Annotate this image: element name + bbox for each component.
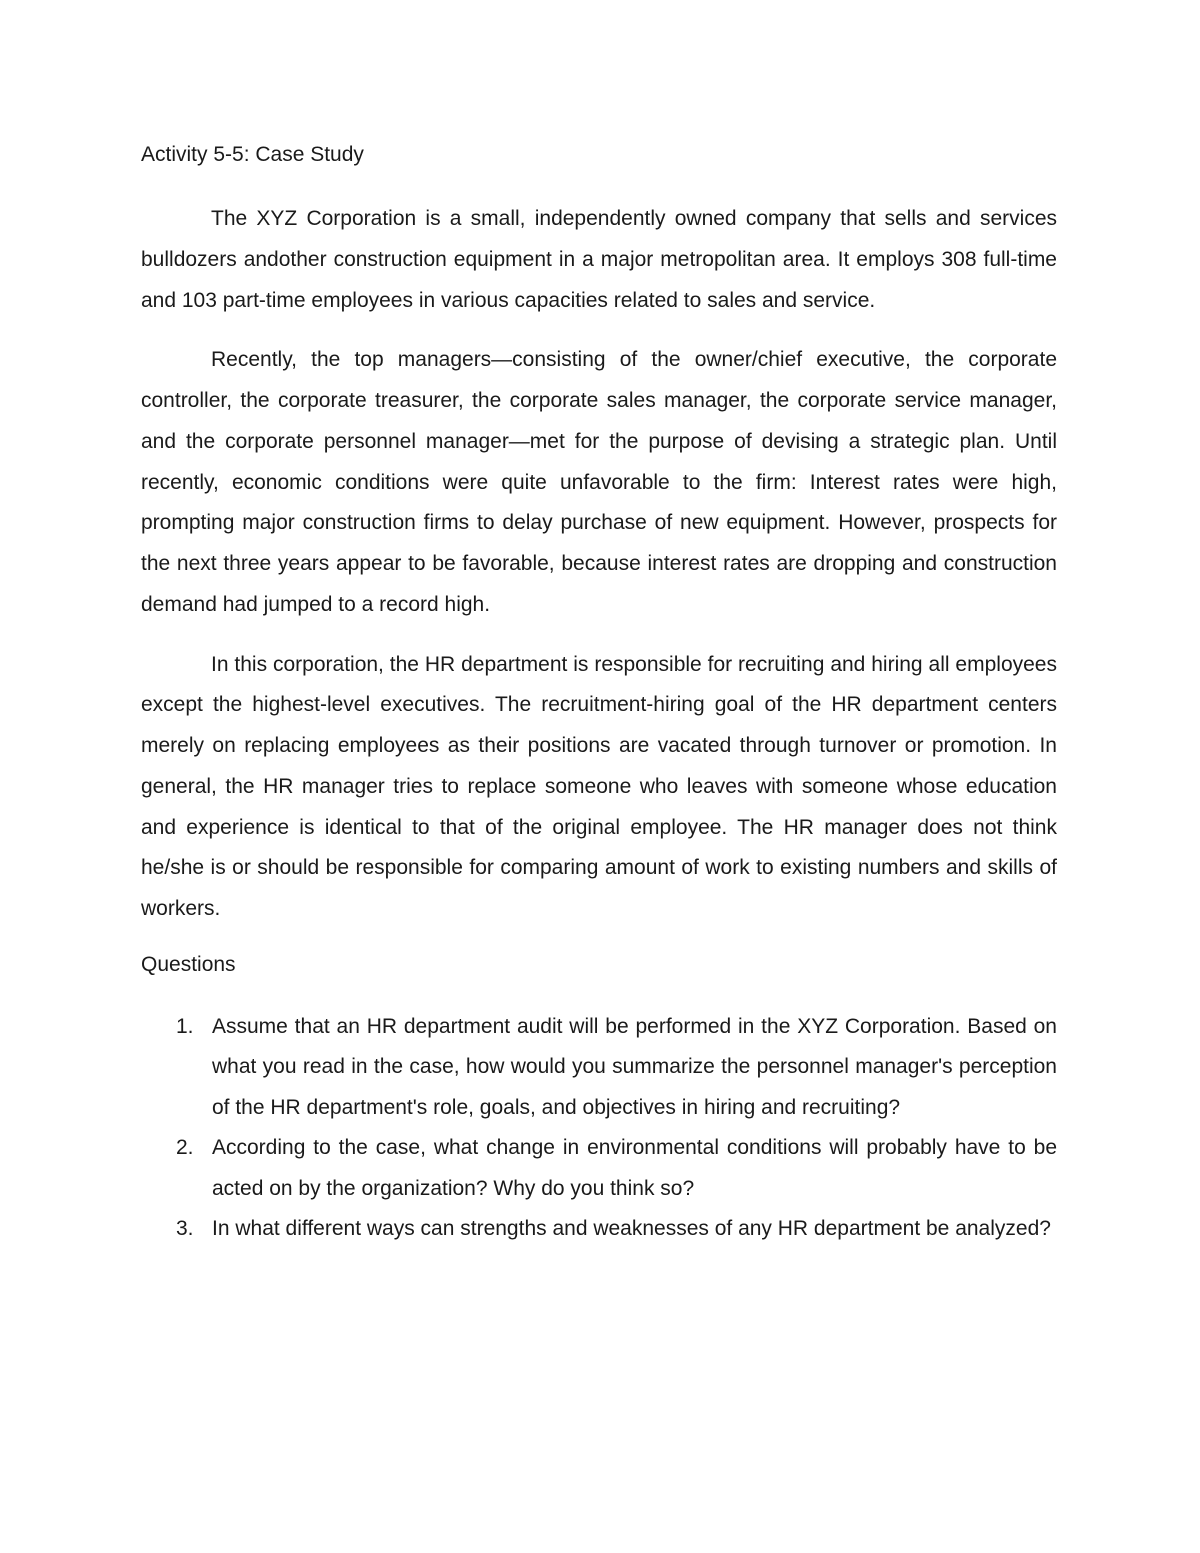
question-number: 3. xyxy=(176,1217,194,1241)
paragraph-strategic-plan: Recently, the top managers—consisting of the owner/chief executive, the corporate controller, the corporate treasurer, the corporate sales manager, the corporate service manager, and the corporate personnel manager—met for the purpose of devising a strategic plan. Until recently, economic conditions were quite unfavorable to the firm: Interest rates were high, prompting major construction firms to delay purchase of new equipment. However, prospects for the next three years appear to be favorable, because interest rates are dropping and construction demand had jumped to a record high. xyxy=(141,348,1057,616)
questions-list xyxy=(141,1007,1057,1250)
paragraph-hr-department: In this corporation, the HR department is responsible for recruiting and hiring all employees except the highest-level executives. The recruitment-hiring goal of the HR department centers merely on replacing employees as their positions are vacated through turnover or promotion. In general, the HR manager tries to replace someone who leaves with someone whose education and experience is identical to that of the original employee. The HR manager does not think he/she is or should be responsible for comparing amount of work to existing numbers and skills of workers. xyxy=(141,652,1057,920)
document-title: Activity 5-5: Case Study xyxy=(141,143,364,166)
question-text: In what different ways can strengths and weaknesses of any HR department be analyzed? xyxy=(212,1217,1051,1241)
question-item xyxy=(141,1007,1057,1129)
question-item xyxy=(141,1209,1057,1250)
questions-heading: Questions xyxy=(141,952,236,976)
question-text: According to the case, what change in environmental conditions will probably have to be acted on by the organization? Why do you think so? xyxy=(212,1136,1057,1200)
document-page xyxy=(141,139,1057,1250)
question-number: 1. xyxy=(176,1014,194,1038)
question-number: 2. xyxy=(176,1136,194,1160)
question-item xyxy=(141,1128,1057,1209)
question-text: Assume that an HR department audit will be performed in the XYZ Corporation. Based on what you read in the case, how would you summarize the personnel manager's perception of the HR department's role, goals, and objectives in hiring and recruiting? xyxy=(212,1014,1057,1119)
paragraph-company-overview: The XYZ Corporation is a small, independently owned company that sells and services bulldozers andother construction equipment in a major metropolitan area. It employs 308 full-time and 103 part-time employees in various capacities related to sales and service. xyxy=(141,207,1057,312)
